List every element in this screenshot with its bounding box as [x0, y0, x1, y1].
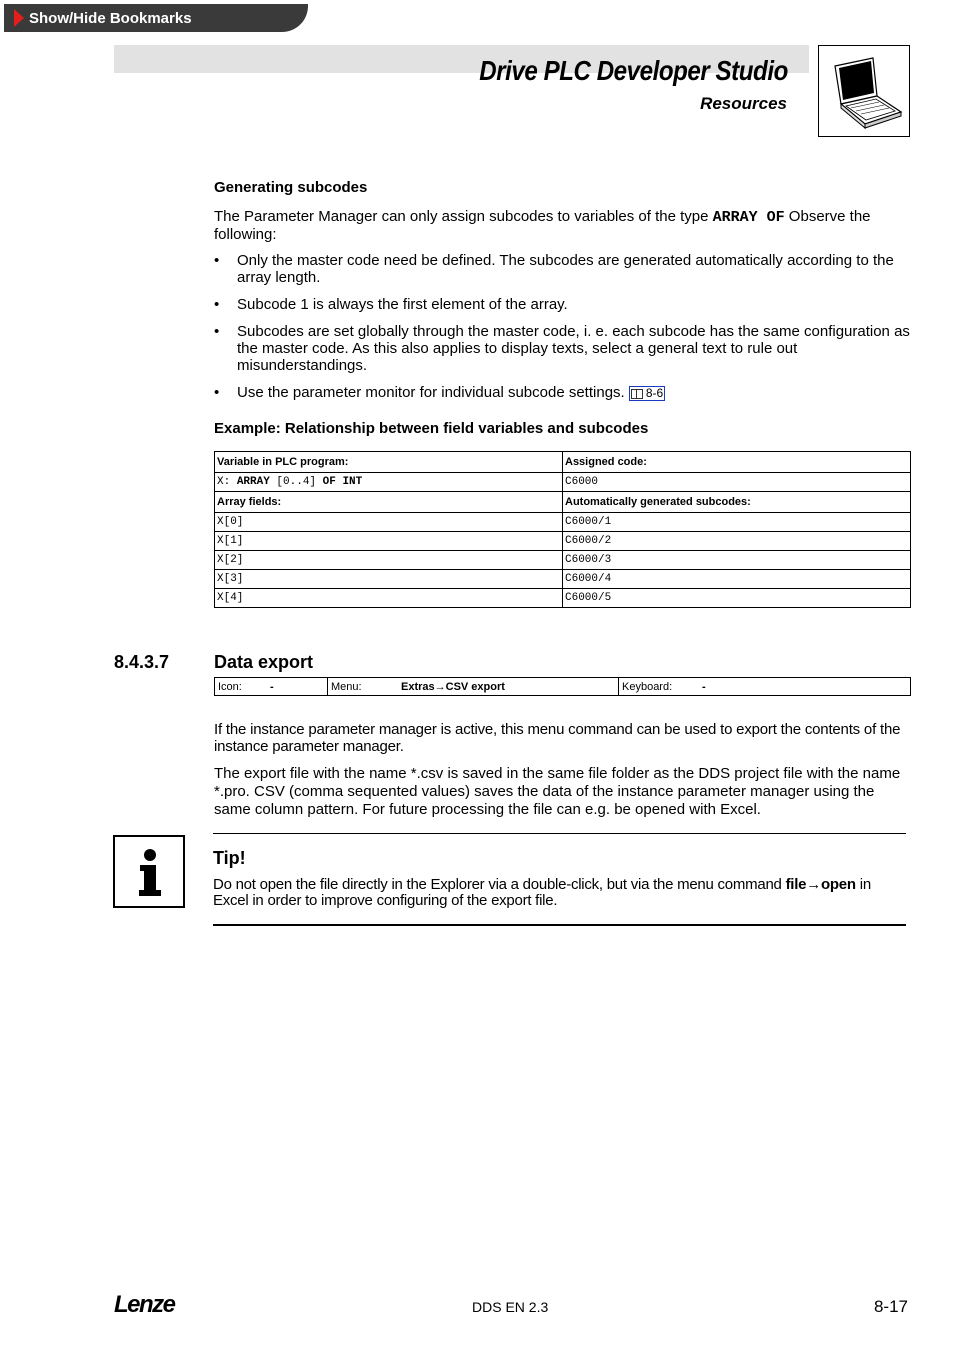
table-cell: C6000 — [563, 473, 911, 492]
list-item: • Use the parameter monitor for individual subcode settings. 8-6 — [214, 384, 910, 401]
show-hide-bookmarks-button[interactable] — [4, 4, 308, 32]
bookmarks-label: Show/Hide Bookmarks — [29, 9, 192, 27]
table-cell: X: ARRAY [0..4] OF INT — [215, 473, 563, 492]
table-header-cell: Assigned code: — [563, 452, 911, 473]
table-cell: X[3] — [215, 570, 563, 589]
page-reference-link[interactable]: 8-6 — [629, 386, 665, 401]
subcodes-heading: Generating subcodes — [214, 179, 368, 196]
table-row — [215, 473, 911, 492]
table-row — [215, 532, 911, 551]
table-cell: C6000/4 — [563, 570, 911, 589]
example-table — [214, 451, 911, 608]
intro-code: ARRAY OF — [712, 209, 785, 226]
intro-text: The Parameter Manager can only assign subcodes to variables of the type — [214, 208, 713, 225]
table-header-cell: Variable in PLC program: — [215, 452, 563, 473]
section-title: Data export — [214, 652, 314, 672]
table-cell: X[0] — [215, 513, 563, 532]
table-row — [215, 492, 911, 513]
table-row — [215, 551, 911, 570]
laptop-icon — [818, 45, 910, 137]
menu-info-table — [214, 677, 911, 696]
table-row — [215, 570, 911, 589]
table-cell: C6000/3 — [563, 551, 911, 570]
table-header-cell: Array fields: — [215, 492, 563, 513]
table-cell: C6000/1 — [563, 513, 911, 532]
tip-divider-bottom — [213, 924, 906, 926]
document-id: DDS EN 2.3 — [472, 1299, 549, 1315]
table-cell: C6000/5 — [563, 589, 911, 608]
list-item: • Subcodes are set globally through the master code, i. e. each subcode has the same configuration as the master code. As this also applies to display texts, select a general text to rule out misunderstandings. — [214, 323, 910, 374]
info-icon — [113, 835, 185, 908]
table-header-cell: Automatically generated subcodes: — [563, 492, 911, 513]
page-subtitle: Resources — [700, 94, 787, 113]
export-paragraph-1: If the instance parameter manager is active, this menu command can be used to export the contents of the instance parameter manager. — [214, 721, 901, 755]
keyboard-cell: Keyboard: - — [619, 678, 911, 696]
export-paragraph-2: The export file with the name *.csv is saved in the same file folder as the DDS project file with the name *.pro. CSV (comma sequented values) saves the data of the instance parameter manager using the same column pattern. For future processing the file can e.g. be opened with Excel. — [214, 765, 901, 818]
table-cell: X[4] — [215, 589, 563, 608]
page-number: 8-17 — [873, 1297, 908, 1316]
icon-cell: Icon: - — [215, 678, 328, 696]
intro-text-after: Observe the following: — [214, 208, 871, 243]
subcodes-intro — [214, 208, 910, 243]
table-row — [215, 589, 911, 608]
section-number: 8.4.3.7 — [114, 652, 170, 672]
table-row — [215, 678, 911, 696]
list-item: • Subcode 1 is always the first element of the array. — [214, 296, 910, 313]
page-title: Drive PLC Developer Studio — [479, 55, 788, 86]
tip-divider-top — [213, 833, 906, 834]
example-heading: Example: Relationship between field variables and subcodes — [214, 420, 649, 437]
table-cell: X[2] — [215, 551, 563, 570]
bookmark-arrow-icon — [14, 9, 24, 27]
list-item: • Only the master code need be defined. The subcodes are generated automatically according to the array length. — [214, 252, 910, 286]
lenze-logo: Lenze — [114, 1291, 175, 1318]
tip-title: Tip! — [213, 848, 246, 868]
table-cell: X[1] — [215, 532, 563, 551]
subcodes-bullet-list — [214, 252, 910, 411]
table-cell: C6000/2 — [563, 532, 911, 551]
table-row — [215, 452, 911, 473]
book-icon — [631, 389, 643, 399]
table-row — [215, 513, 911, 532]
tip-text: Do not open the file directly in the Explorer via a double-click, but via the menu command file→open in Excel in order to improve configuring of the export file. — [213, 876, 871, 909]
menu-cell: Menu: Extras→CSV export — [328, 678, 619, 696]
